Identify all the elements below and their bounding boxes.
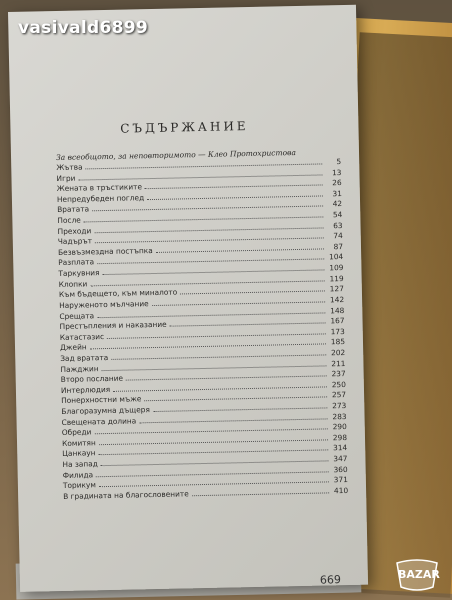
toc-entry-page: 173 — [330, 326, 345, 337]
toc-entry-page: 5 — [336, 157, 342, 167]
toc-entry-page: 167 — [330, 316, 345, 326]
book-page — [8, 5, 368, 592]
toc-entry-page: 31 — [332, 188, 342, 199]
table-of-contents — [56, 157, 348, 502]
toc-entry-page: 142 — [329, 294, 345, 305]
toc-entry-title: Чадърът — [57, 236, 93, 247]
toc-entry-page: 127 — [329, 284, 344, 294]
toc-entry-page: 13 — [331, 167, 342, 177]
toc-entry-page: 74 — [333, 231, 343, 241]
toc-entry-title: Непредубеден поглед — [56, 193, 145, 204]
toc-entry-title: Комитян — [61, 438, 96, 448]
toc-entry-page: 298 — [332, 432, 348, 443]
toc-entry-page: 87 — [333, 241, 344, 252]
toc-entry-page: 104 — [329, 252, 344, 262]
toc-entry-title: Джейн — [59, 342, 87, 353]
toc-title: СЪДЪРЖАНИЕ — [120, 118, 249, 136]
toc-entry-page: 273 — [332, 401, 347, 411]
seller-watermark: vasivald6899 — [18, 18, 148, 38]
toc-leader-dots — [192, 486, 330, 496]
toc-entry-title: В градината на благословените — [63, 489, 189, 501]
toc-entry-title: Наруженото мълчание — [59, 299, 149, 310]
toc-entry-title: Вратата — [57, 204, 90, 215]
toc-entry-page: 202 — [331, 347, 346, 358]
toc-entry-page: 360 — [333, 464, 348, 474]
toc-entry-title: Разплата — [58, 257, 95, 268]
toc-entry-title: Преходи — [57, 225, 92, 236]
toc-entry-title: Свещената долина — [61, 416, 137, 427]
toc-entry-page: 63 — [333, 220, 343, 230]
toc-entry-title: Жътва — [56, 162, 83, 173]
toc-entry-title: Клопки — [58, 279, 88, 289]
toc-subtitle: За всеобщото, за неповторимото — Клео Протохристова — [55, 148, 297, 163]
toc-entry-page: 42 — [332, 199, 343, 209]
toc-entry-title: Пажджин — [60, 363, 99, 374]
toc-entry-title: Таркувния — [58, 268, 100, 279]
toc-entry-title: Безвъзмездна постъпка — [57, 245, 153, 257]
toc-entry-page: 314 — [333, 443, 348, 453]
toc-entry-title: Филида — [62, 469, 94, 480]
toc-entry-title: На запад — [62, 459, 98, 470]
toc-entry-page: 211 — [331, 358, 346, 368]
toc-entry-page: 237 — [331, 369, 346, 379]
toc-entry-title: Игри — [56, 173, 76, 183]
toc-entry-page: 109 — [329, 263, 344, 273]
toc-entry-title: После — [57, 215, 81, 226]
toc-entry-page: 26 — [332, 178, 342, 188]
toc-entry-title: Престъпления и наказание — [59, 319, 167, 332]
toc-entry-page: 250 — [331, 379, 346, 390]
toc-entry-title: Срещата — [59, 310, 95, 321]
bazar-logo-text: BAZAR — [398, 568, 440, 581]
toc-entry-title: Жената в тръстиките — [56, 182, 143, 194]
toc-entry-title: Второ послание — [60, 373, 124, 385]
toc-entry-page: 290 — [332, 422, 347, 432]
toc-entry-page: 371 — [333, 475, 348, 485]
toc-entry-title: Зад вратата — [60, 352, 109, 363]
toc-entry-title: Торикум — [62, 480, 96, 491]
toc-entry-page: 410 — [333, 485, 349, 496]
toc-entry-page: 185 — [330, 337, 346, 347]
toc-entry-title: Към бъдещето, към миналото — [58, 287, 178, 300]
toc-entry-title: Интерлюдия — [60, 384, 111, 395]
toc-entry-title: Благоразумна дъщеря — [61, 405, 150, 416]
toc-entry-page: 148 — [330, 305, 345, 315]
toc-entry-title: Обреди — [61, 427, 92, 438]
toc-entry-page: 257 — [331, 390, 347, 400]
toc-entry-page: 283 — [332, 411, 347, 421]
page-number: 669 — [319, 573, 342, 587]
toc-entry-page: 119 — [329, 273, 344, 284]
toc-entry-page: 54 — [332, 210, 343, 220]
toc-entry-title: Понерхностни мъже — [61, 394, 142, 406]
toc-entry-page: 347 — [333, 454, 348, 464]
toc-entry-title: Катастазис — [59, 331, 105, 342]
toc-entry-title: Цанкаун — [62, 448, 96, 459]
